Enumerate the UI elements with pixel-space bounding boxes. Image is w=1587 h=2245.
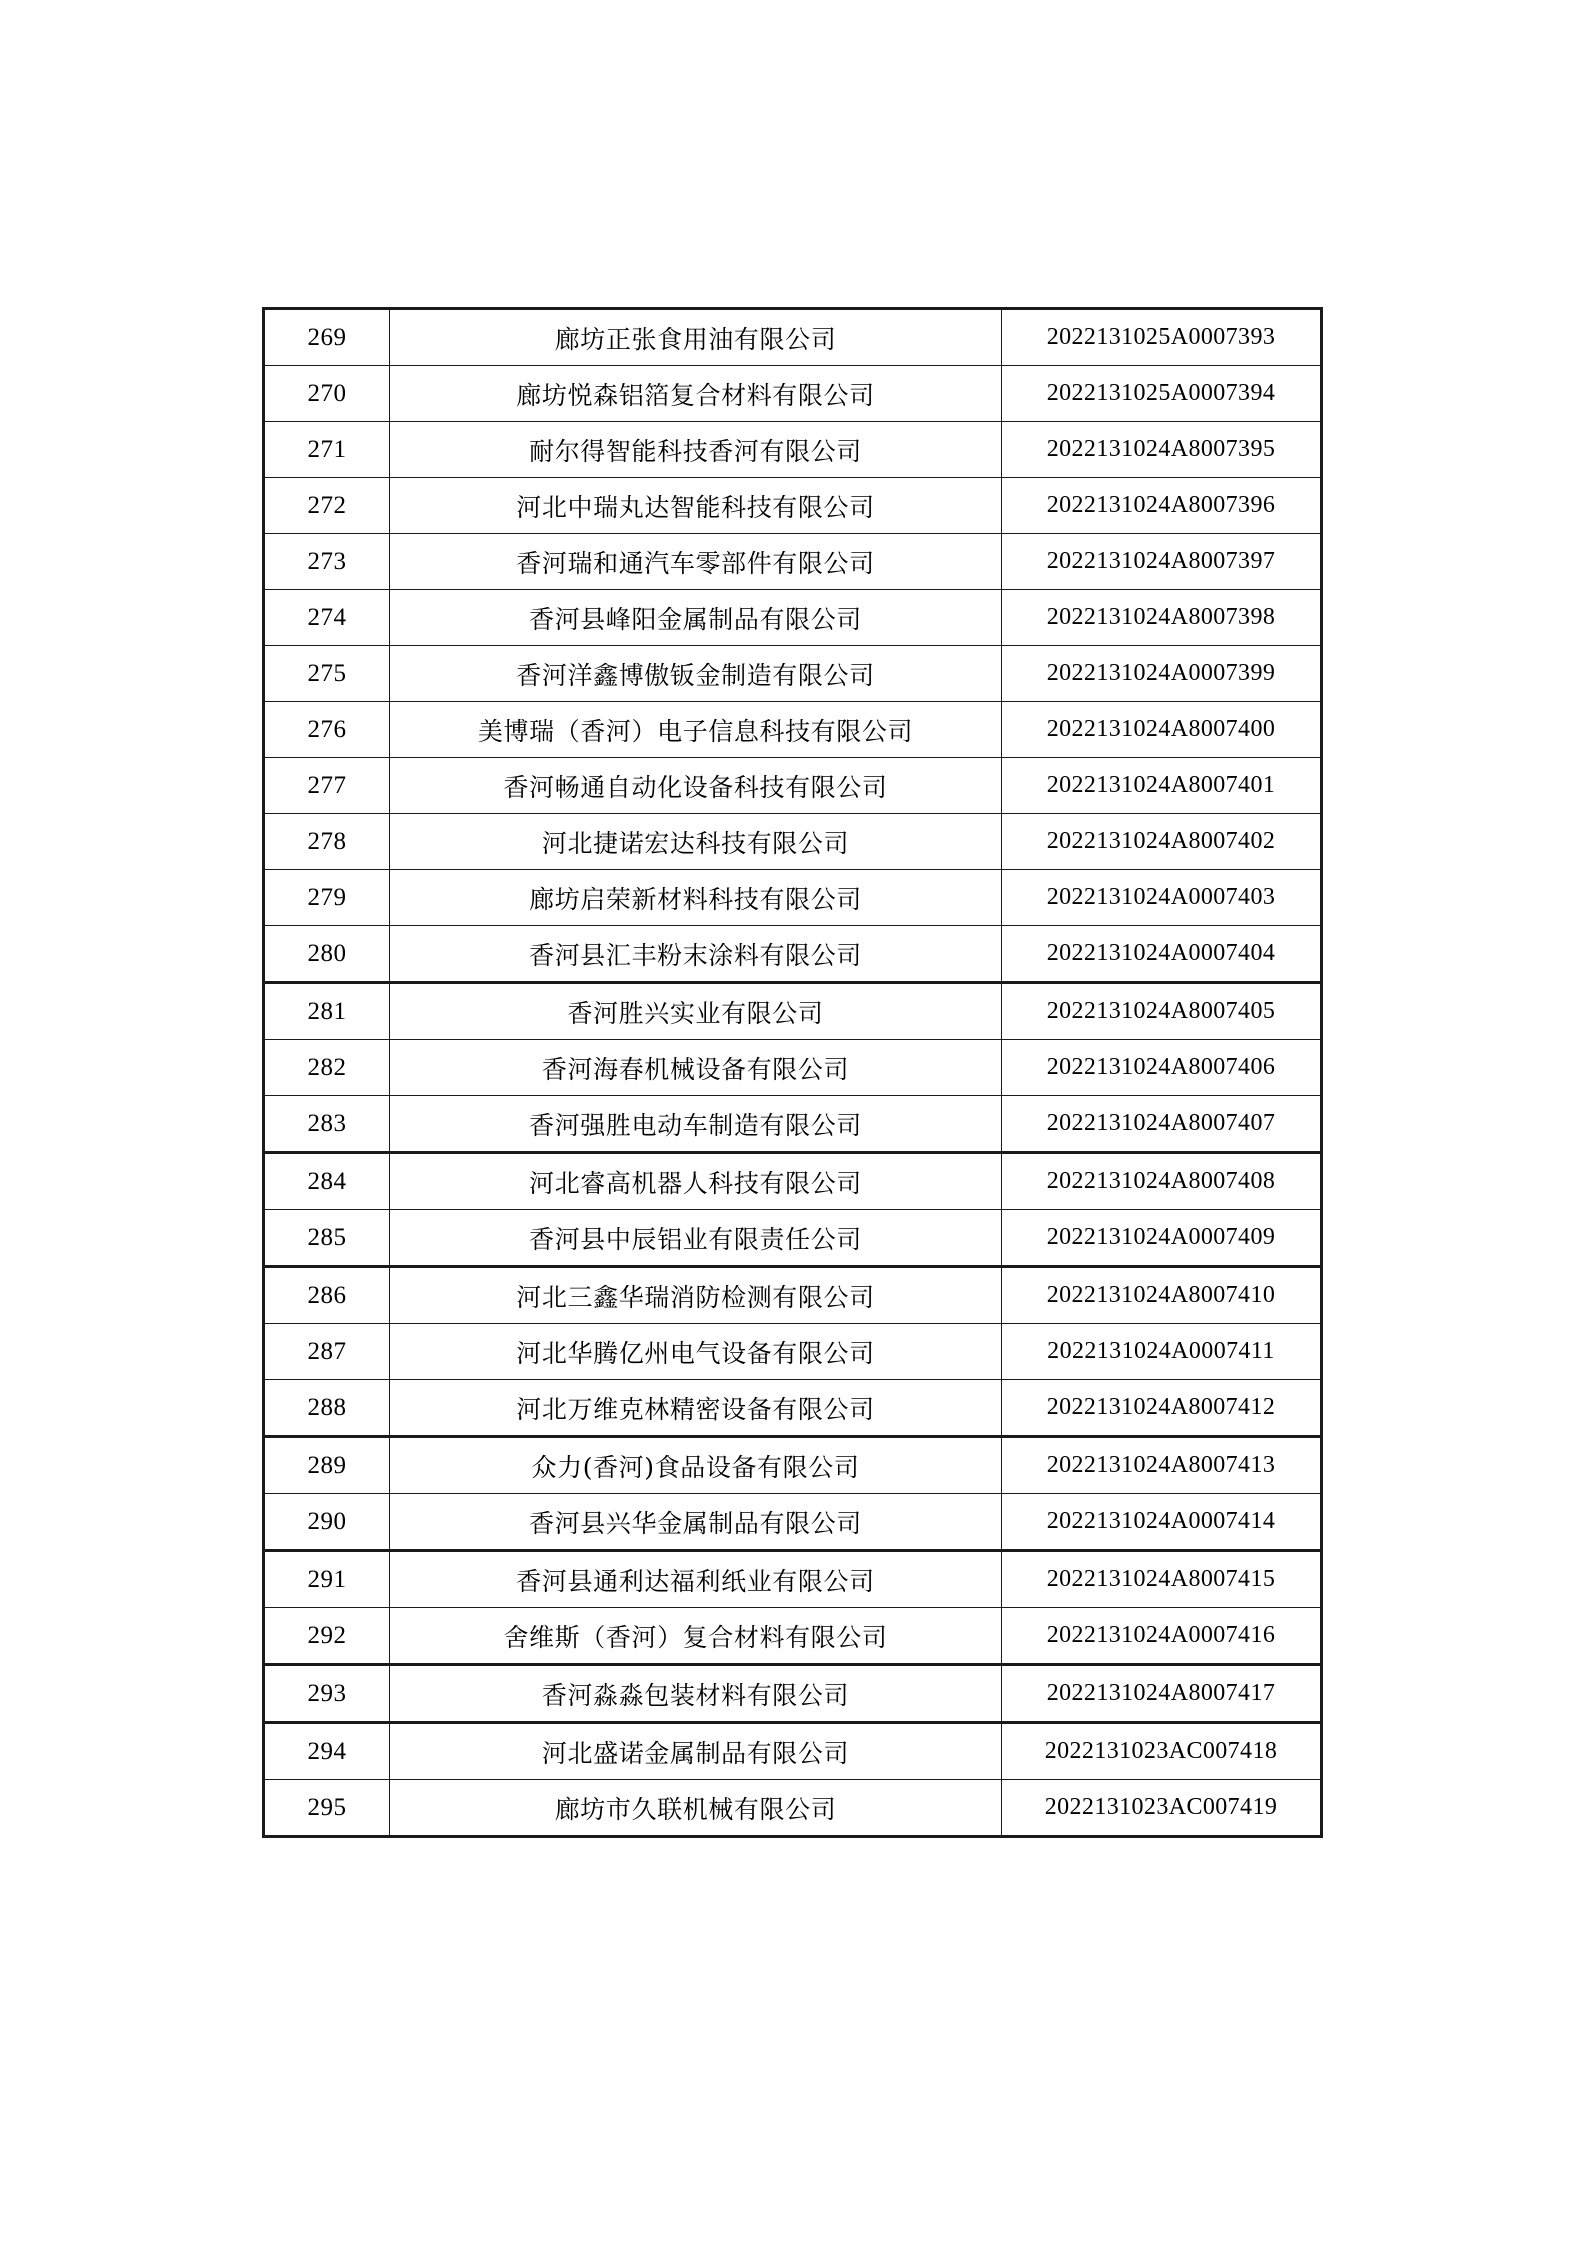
certificate-code-cell: 2022131024A0007414 [1002, 1494, 1322, 1551]
table-row [264, 1723, 1322, 1780]
certificate-code-cell: 2022131024A0007403 [1002, 870, 1322, 926]
company-name-cell: 香河瑞和通汽车零部件有限公司 [390, 534, 1002, 590]
table-row [264, 702, 1322, 758]
company-name-cell: 香河海春机械设备有限公司 [390, 1040, 1002, 1096]
certificate-code-cell: 2022131024A8007413 [1002, 1437, 1322, 1494]
company-name-cell: 河北睿高机器人科技有限公司 [390, 1153, 1002, 1210]
company-name-cell: 廊坊市久联机械有限公司 [390, 1780, 1002, 1837]
company-name-cell: 香河淼淼包装材料有限公司 [390, 1665, 1002, 1723]
row-index-cell: 283 [264, 1096, 390, 1153]
row-index-cell: 295 [264, 1780, 390, 1837]
table-row [264, 1551, 1322, 1608]
table-row [264, 1494, 1322, 1551]
row-index-cell: 278 [264, 814, 390, 870]
row-index-cell: 276 [264, 702, 390, 758]
table-row [264, 983, 1322, 1040]
table-row [264, 422, 1322, 478]
company-name-cell: 河北三鑫华瑞消防检测有限公司 [390, 1267, 1002, 1324]
row-index-cell: 280 [264, 926, 390, 983]
table-row [264, 1780, 1322, 1837]
certificate-listing-table-container [262, 307, 1320, 1838]
table-row [264, 366, 1322, 422]
table-body [264, 309, 1322, 1837]
certificate-code-cell: 2022131024A0007411 [1002, 1324, 1322, 1380]
certificate-code-cell: 2022131024A8007395 [1002, 422, 1322, 478]
company-name-cell: 香河畅通自动化设备科技有限公司 [390, 758, 1002, 814]
row-index-cell: 290 [264, 1494, 390, 1551]
certificate-code-cell: 2022131024A8007417 [1002, 1665, 1322, 1723]
table-row [264, 1608, 1322, 1665]
company-name-cell: 廊坊正张食用油有限公司 [390, 309, 1002, 366]
company-name-cell: 美博瑞（香河）电子信息科技有限公司 [390, 702, 1002, 758]
certificate-code-cell: 2022131024A8007407 [1002, 1096, 1322, 1153]
table-row [264, 1153, 1322, 1210]
table-row [264, 534, 1322, 590]
row-index-cell: 275 [264, 646, 390, 702]
row-index-cell: 287 [264, 1324, 390, 1380]
row-index-cell: 282 [264, 1040, 390, 1096]
table-row [264, 926, 1322, 983]
certificate-code-cell: 2022131024A8007406 [1002, 1040, 1322, 1096]
certificate-code-cell: 2022131024A8007405 [1002, 983, 1322, 1040]
certificate-code-cell: 2022131024A8007400 [1002, 702, 1322, 758]
certificate-code-cell: 2022131024A8007401 [1002, 758, 1322, 814]
company-name-cell: 香河县兴华金属制品有限公司 [390, 1494, 1002, 1551]
certificate-code-cell: 2022131024A8007410 [1002, 1267, 1322, 1324]
certificate-code-cell: 2022131024A8007408 [1002, 1153, 1322, 1210]
table-row [264, 1437, 1322, 1494]
row-index-cell: 294 [264, 1723, 390, 1780]
certificate-code-cell: 2022131024A8007412 [1002, 1380, 1322, 1437]
certificate-code-cell: 2022131025A0007393 [1002, 309, 1322, 366]
company-name-cell: 廊坊启荣新材料科技有限公司 [390, 870, 1002, 926]
certificate-code-cell: 2022131025A0007394 [1002, 366, 1322, 422]
row-index-cell: 284 [264, 1153, 390, 1210]
row-index-cell: 269 [264, 309, 390, 366]
table-row [264, 1324, 1322, 1380]
certificate-code-cell: 2022131024A8007397 [1002, 534, 1322, 590]
table-row [264, 1380, 1322, 1437]
row-index-cell: 277 [264, 758, 390, 814]
row-index-cell: 286 [264, 1267, 390, 1324]
table-row [264, 1096, 1322, 1153]
row-index-cell: 293 [264, 1665, 390, 1723]
table-row [264, 1210, 1322, 1267]
certificate-code-cell: 2022131023AC007419 [1002, 1780, 1322, 1837]
table-row [264, 814, 1322, 870]
row-index-cell: 279 [264, 870, 390, 926]
certificate-code-cell: 2022131023AC007418 [1002, 1723, 1322, 1780]
row-index-cell: 289 [264, 1437, 390, 1494]
certificate-code-cell: 2022131024A0007416 [1002, 1608, 1322, 1665]
company-name-cell: 耐尔得智能科技香河有限公司 [390, 422, 1002, 478]
table-row [264, 1267, 1322, 1324]
certificate-listing-table [262, 307, 1323, 1838]
company-name-cell: 香河县通利达福利纸业有限公司 [390, 1551, 1002, 1608]
company-name-cell: 香河强胜电动车制造有限公司 [390, 1096, 1002, 1153]
row-index-cell: 288 [264, 1380, 390, 1437]
company-name-cell: 舍维斯（香河）复合材料有限公司 [390, 1608, 1002, 1665]
certificate-code-cell: 2022131024A8007415 [1002, 1551, 1322, 1608]
certificate-code-cell: 2022131024A8007402 [1002, 814, 1322, 870]
company-name-cell: 河北万维克林精密设备有限公司 [390, 1380, 1002, 1437]
company-name-cell: 河北华腾亿州电气设备有限公司 [390, 1324, 1002, 1380]
certificate-code-cell: 2022131024A0007404 [1002, 926, 1322, 983]
certificate-code-cell: 2022131024A8007398 [1002, 590, 1322, 646]
row-index-cell: 281 [264, 983, 390, 1040]
table-row [264, 590, 1322, 646]
company-name-cell: 香河洋鑫博傲钣金制造有限公司 [390, 646, 1002, 702]
table-row [264, 646, 1322, 702]
table-row [264, 309, 1322, 366]
company-name-cell: 河北捷诺宏达科技有限公司 [390, 814, 1002, 870]
row-index-cell: 274 [264, 590, 390, 646]
row-index-cell: 285 [264, 1210, 390, 1267]
company-name-cell: 香河县中辰铝业有限责任公司 [390, 1210, 1002, 1267]
table-row [264, 478, 1322, 534]
company-name-cell: 香河县汇丰粉末涂料有限公司 [390, 926, 1002, 983]
table-row [264, 1665, 1322, 1723]
company-name-cell: 河北盛诺金属制品有限公司 [390, 1723, 1002, 1780]
company-name-cell: 香河县峰阳金属制品有限公司 [390, 590, 1002, 646]
certificate-code-cell: 2022131024A0007399 [1002, 646, 1322, 702]
certificate-code-cell: 2022131024A8007396 [1002, 478, 1322, 534]
table-row [264, 758, 1322, 814]
certificate-code-cell: 2022131024A0007409 [1002, 1210, 1322, 1267]
company-name-cell: 河北中瑞丸达智能科技有限公司 [390, 478, 1002, 534]
company-name-cell: 廊坊悦森铝箔复合材料有限公司 [390, 366, 1002, 422]
table-row [264, 1040, 1322, 1096]
row-index-cell: 271 [264, 422, 390, 478]
row-index-cell: 292 [264, 1608, 390, 1665]
row-index-cell: 273 [264, 534, 390, 590]
company-name-cell: 众力(香河)食品设备有限公司 [390, 1437, 1002, 1494]
row-index-cell: 270 [264, 366, 390, 422]
row-index-cell: 291 [264, 1551, 390, 1608]
company-name-cell: 香河胜兴实业有限公司 [390, 983, 1002, 1040]
row-index-cell: 272 [264, 478, 390, 534]
table-row [264, 870, 1322, 926]
